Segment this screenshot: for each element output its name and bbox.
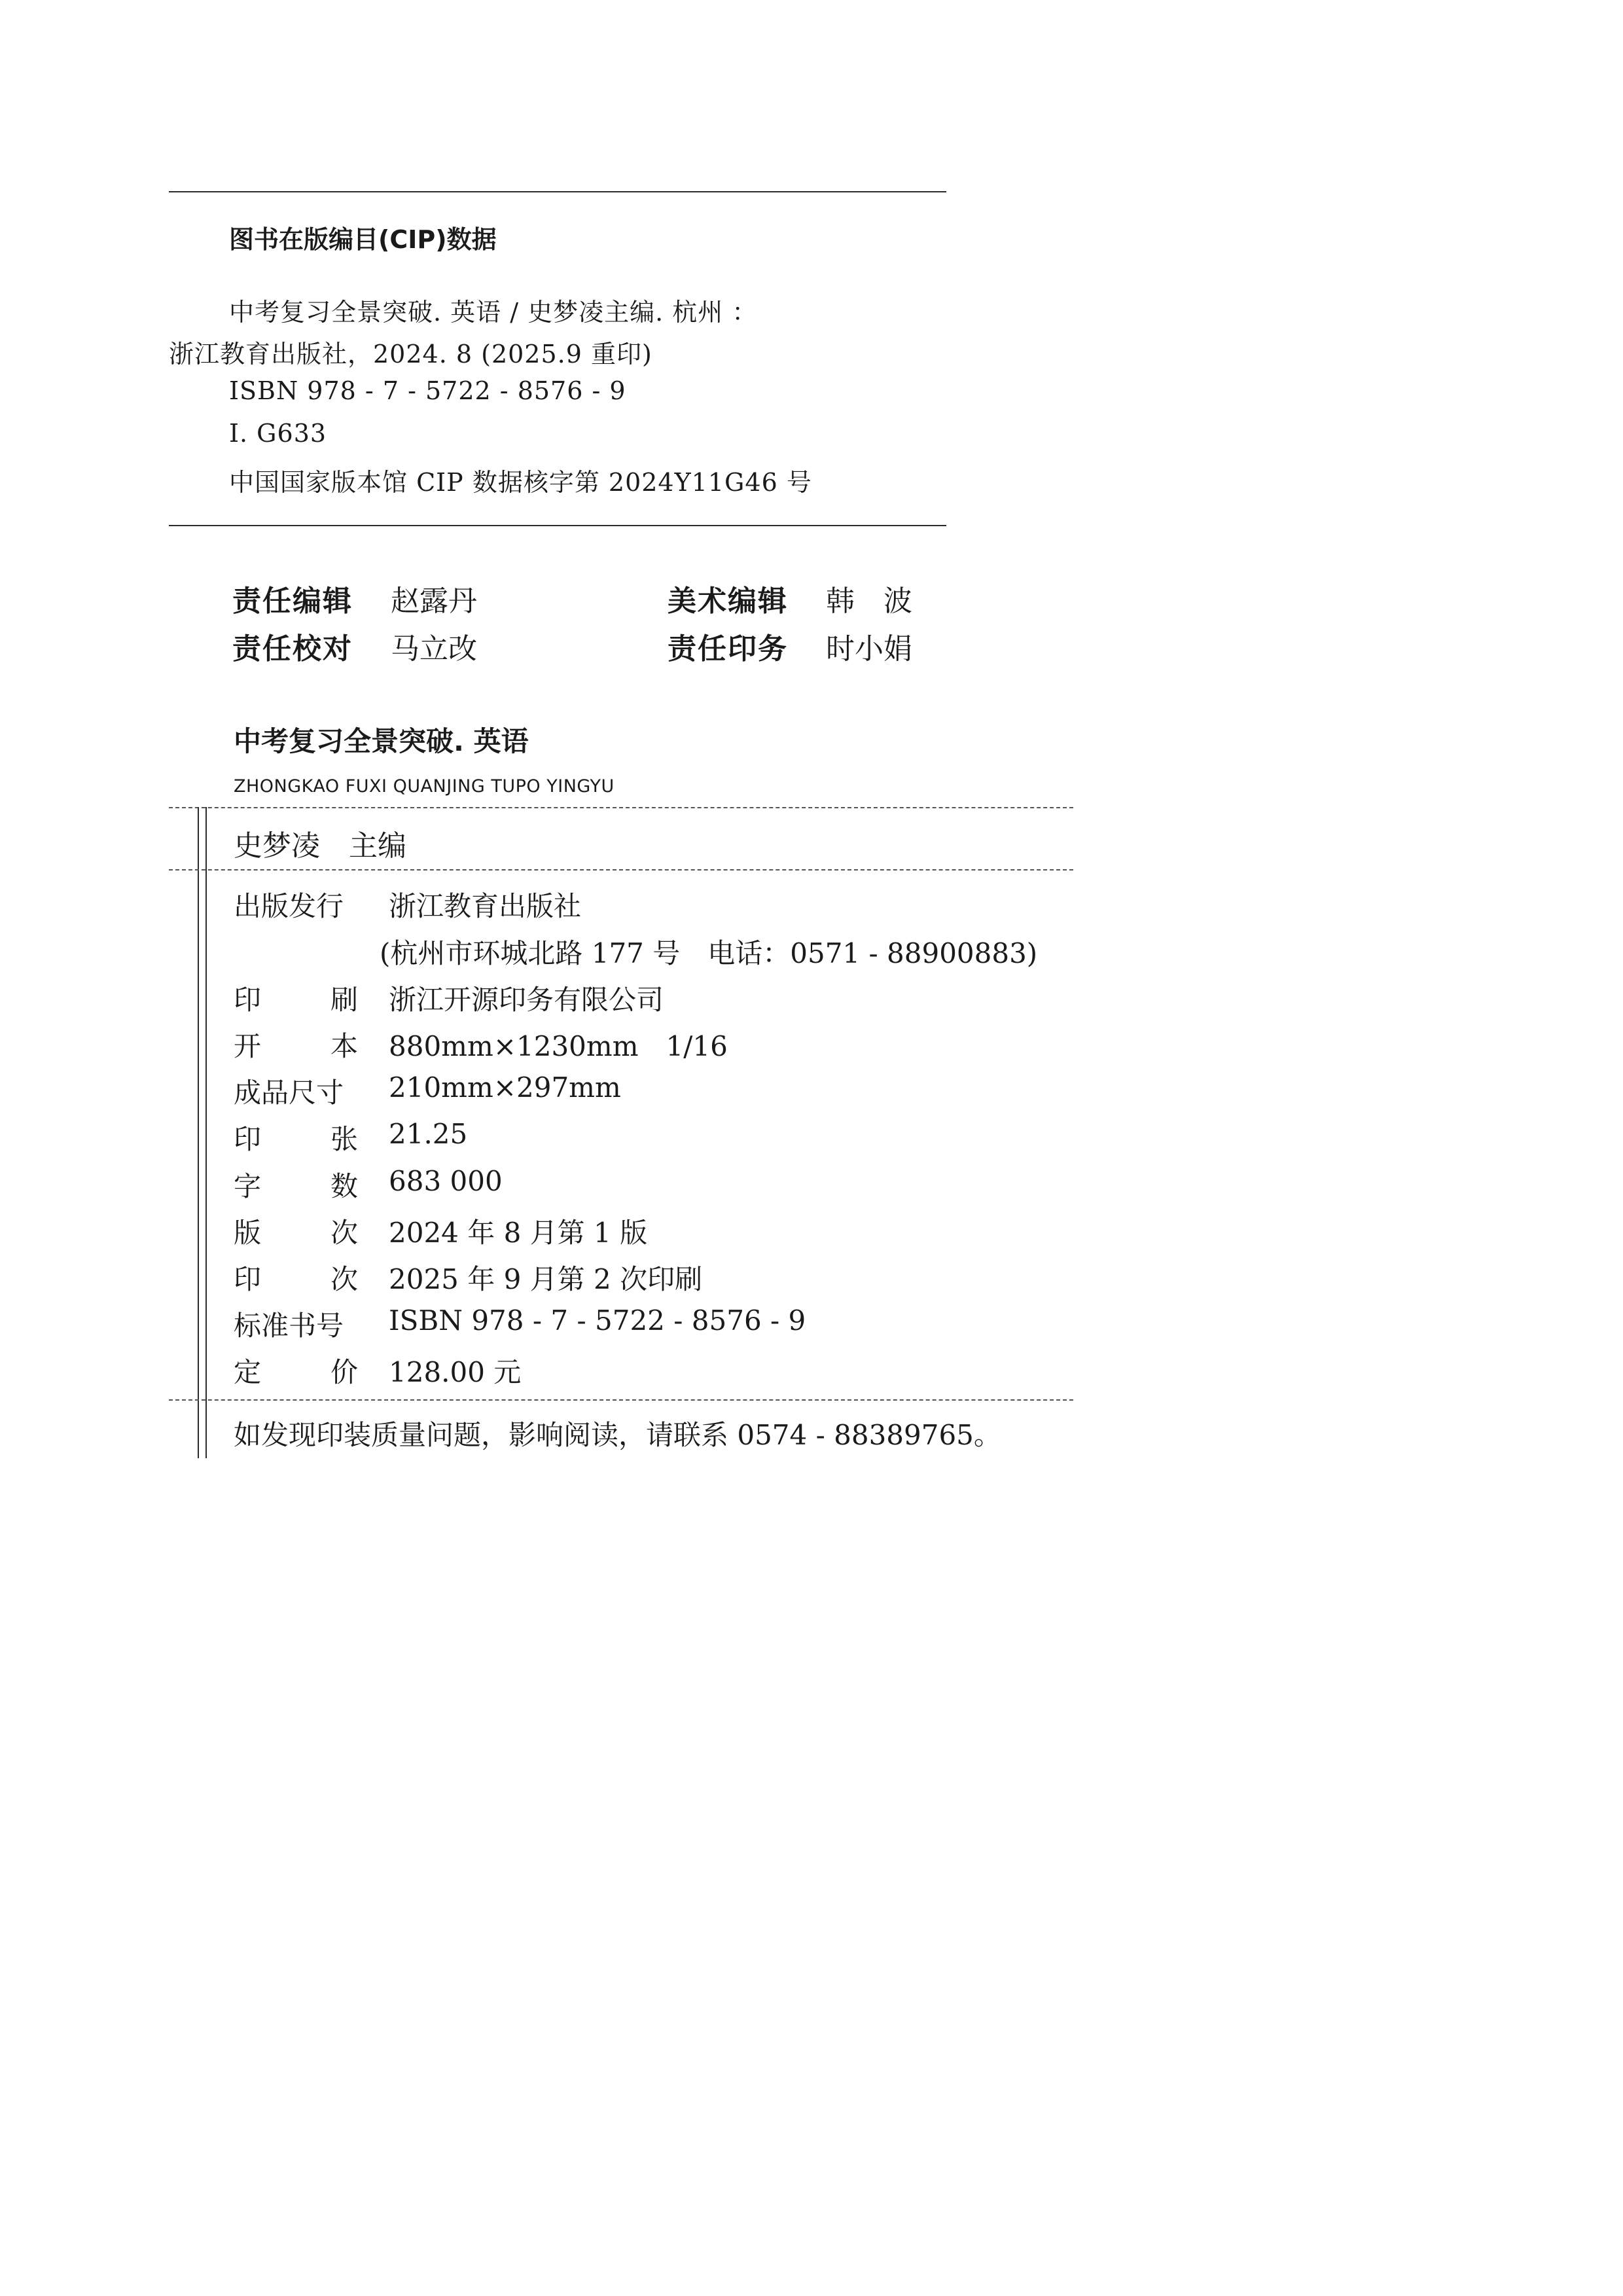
chief-editor: 史梦凌 主编: [234, 829, 406, 863]
publisher-value: 浙江教育出版社: [389, 890, 582, 922]
staff-proof-label: 责任校对: [232, 632, 353, 666]
staff-proofreader: [232, 625, 477, 667]
cip-bottom-rule: [169, 525, 946, 526]
staff-editor-name: 赵露丹: [391, 584, 477, 618]
impression-label-a: 印: [234, 1263, 262, 1295]
staff-editor-label: 责任编辑: [232, 584, 353, 618]
price-value: 128.00 元: [389, 1356, 522, 1388]
imprint-bottom-dashed-rule: [169, 1399, 1073, 1401]
staff-proof-name: 马立改: [391, 632, 477, 666]
cip-line-3: ISBN 978 - 7 - 5722 - 8576 - 9: [229, 376, 626, 405]
imprint-top-dashed-rule: [169, 807, 1073, 808]
publisher-address: (杭州市环城北路 177 号 电话：0571 - 88900883): [380, 937, 1038, 969]
printer-label-a: 印: [234, 984, 262, 1016]
edition-value: 2024 年 8 月第 1 版: [389, 1217, 648, 1249]
sheets-label-b: 张: [330, 1123, 358, 1155]
isbn-label: 标准书号: [234, 1310, 344, 1342]
edition-label-a: 版: [234, 1217, 262, 1249]
printer-label-b: 刷: [330, 984, 358, 1016]
size-label: 成品尺寸: [234, 1077, 344, 1109]
book-title: 中考复习全景突破. 英语: [234, 725, 529, 757]
cip-line-2: 浙江教育出版社，2024. 8 (2025.9 重印): [169, 340, 652, 368]
format-label-b: 本: [330, 1030, 358, 1062]
staff-print-manager: [668, 625, 912, 667]
staff-editor: [232, 577, 477, 619]
imprint-left-rule-inner: [205, 807, 207, 1458]
publisher-label: 出版发行: [234, 890, 344, 922]
imprint-mid-dashed-rule: [169, 869, 1073, 870]
price-label-a: 定: [234, 1356, 262, 1388]
isbn-value: ISBN 978 - 7 - 5722 - 8576 - 9: [389, 1304, 806, 1336]
impression-label-b: 次: [330, 1263, 358, 1295]
words-label-b: 数: [330, 1170, 358, 1202]
sheets-label-a: 印: [234, 1123, 262, 1155]
staff-art-editor: [668, 577, 912, 619]
impression-value: 2025 年 9 月第 2 次印刷: [389, 1263, 703, 1295]
words-value: 683 000: [389, 1165, 503, 1197]
staff-art-editor-name: 韩 波: [826, 584, 912, 618]
format-label-a: 开: [234, 1030, 262, 1062]
staff-print-name: 时小娟: [826, 632, 912, 666]
cip-top-rule: [169, 191, 946, 192]
edition-label-b: 次: [330, 1217, 358, 1249]
cip-line-4: Ⅰ. G633: [229, 419, 327, 448]
size-value: 210mm×297mm: [389, 1071, 621, 1103]
cip-line-5: 中国国家版本馆 CIP 数据核字第 2024Y11G46 号: [229, 468, 812, 497]
staff-art-editor-label: 美术编辑: [668, 584, 788, 618]
price-label-b: 价: [330, 1356, 358, 1388]
sheets-value: 21.25: [389, 1118, 468, 1150]
cip-title: 图书在版编目(CIP)数据: [229, 225, 497, 254]
cip-line-1: 中考复习全景突破. 英语 / 史梦凌主编. 杭州 ：: [229, 298, 758, 327]
imprint-left-rule-outer: [198, 807, 199, 1458]
printer-value: 浙江开源印务有限公司: [389, 984, 664, 1016]
format-value: 880mm×1230mm 1/16: [389, 1030, 728, 1062]
quality-notice: 如发现印装质量问题，影响阅读，请联系 0574 - 88389765。: [234, 1419, 1001, 1451]
staff-print-label: 责任印务: [668, 632, 788, 666]
words-label-a: 字: [234, 1170, 262, 1202]
book-pinyin: ZHONGKAO FUXI QUANJING TUPO YINGYU: [234, 776, 615, 797]
